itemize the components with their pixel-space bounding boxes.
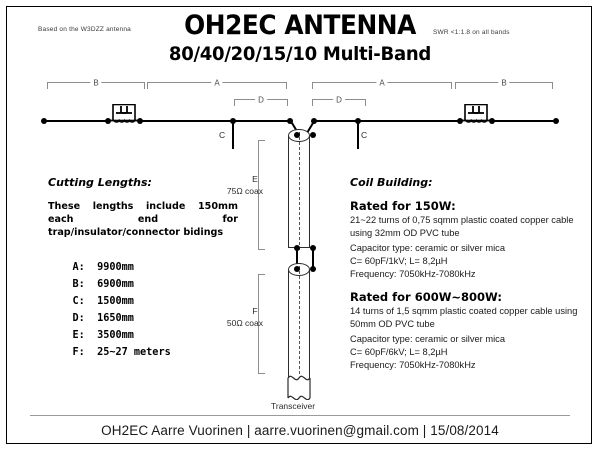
segment-label-d-right: D [333, 96, 345, 105]
based-on-note: Based on the W3DZZ antenna [38, 26, 132, 33]
coax-75ohm-lead-dot-left [294, 132, 300, 138]
rated-600w-heading: Rated for 600W~800W: [350, 290, 502, 304]
antenna-wire-right-inner [312, 120, 460, 122]
length-key-c: C: [72, 296, 85, 307]
rated-150w-cap-type: Capacitor type: ceramic or silver mica [350, 243, 505, 253]
rated-600w-cap-type: Capacitor type: ceramic or silver mica [350, 334, 505, 344]
segment-label-c-left: C [219, 130, 226, 140]
page-subtitle: 80/40/20/15/10 Multi-Band [168, 43, 432, 65]
length-value-d: 1650mm [97, 313, 134, 324]
rated-150w-frequency: Frequency: 7050kHz-7080kHz [350, 269, 476, 279]
length-key-b: B: [72, 279, 85, 290]
coax-50ohm-lead-dot-right [310, 266, 316, 272]
coax-75ohm-centerline [299, 132, 300, 250]
coax-50ohm-lead-dot-left [294, 266, 300, 272]
swr-note: SWR <1:1.8 on all bands [433, 29, 510, 36]
length-value-f: 25~27 meters [97, 347, 171, 358]
page-title: OH2EC ANTENNA [184, 10, 416, 41]
antenna-wire-left-outer [44, 120, 108, 122]
segment-label-b-right: B [498, 79, 509, 88]
length-value-b: 6900mm [97, 279, 134, 290]
length-value-a: 9900mm [97, 262, 134, 273]
length-value-e: 3500mm [97, 330, 134, 341]
coax-type-e: 75Ω coax [226, 186, 263, 196]
feedpoint-dot-left [287, 118, 293, 124]
footer-credit: OH2EC Aarre Vuorinen | aarre.vuorinen@gmail.com | 15/08/2014 [101, 423, 499, 438]
cutting-lengths-note: These lengths include 150mm each end for trap/insulator/connector bidings [48, 201, 238, 238]
transceiver-label: Transceiver [271, 401, 316, 411]
coax-type-f: 50Ω coax [226, 318, 263, 328]
trap-right [459, 104, 493, 126]
coax-label-e: E [252, 174, 258, 184]
antenna-wire-left-inner [140, 120, 288, 122]
segment-label-a-right: A [376, 79, 387, 88]
rated-600w-turns: 14 turns of 1,5 sqmm plastic coated copper cable using 50mm OD PVC tube [350, 306, 578, 329]
length-value-c: 1500mm [97, 296, 134, 307]
trap-left [107, 104, 141, 126]
cutting-lengths-heading: Cutting Lengths: [48, 176, 152, 189]
length-key-f: F: [72, 347, 85, 358]
coax-75ohm-lead-dot-right [310, 132, 316, 138]
rated-600w-frequency: Frequency: 7050kHz-7080kHz [350, 360, 476, 370]
antenna-wire-right-outer [492, 120, 556, 122]
length-key-d: D: [72, 313, 85, 324]
segment-label-c-right: C [361, 130, 368, 140]
coax-50ohm-centerline [299, 266, 300, 374]
antenna-end-dot-left [41, 118, 47, 124]
rated-150w-turns: 21~22 turns of 0,75 sqmm plastic coated copper cable using 32mm OD PVC tube [350, 215, 574, 238]
length-row-f [48, 336, 171, 369]
segment-label-a-left: A [211, 79, 222, 88]
feedpoint-dot-right [311, 118, 317, 124]
coil-building-heading: Coil Building: [350, 176, 433, 189]
dropper-wire-left [232, 121, 234, 149]
rated-150w-heading: Rated for 150W: [350, 199, 456, 213]
footer-divider [30, 415, 570, 416]
segment-label-b-left: B [90, 79, 101, 88]
length-key-e: E: [72, 330, 85, 341]
coax-label-f: F [252, 306, 258, 316]
dropper-wire-right [357, 121, 359, 149]
rated-150w-cap-value: C= 60pF/1kV; L= 8,2µH [350, 256, 448, 266]
segment-label-d-left: D [255, 96, 267, 105]
coax-break-symbol [287, 370, 311, 400]
length-key-a: A: [72, 262, 85, 273]
rated-600w-cap-value: C= 60pF/6kV; L= 8,2µH [350, 347, 448, 357]
antenna-end-dot-right [553, 118, 559, 124]
